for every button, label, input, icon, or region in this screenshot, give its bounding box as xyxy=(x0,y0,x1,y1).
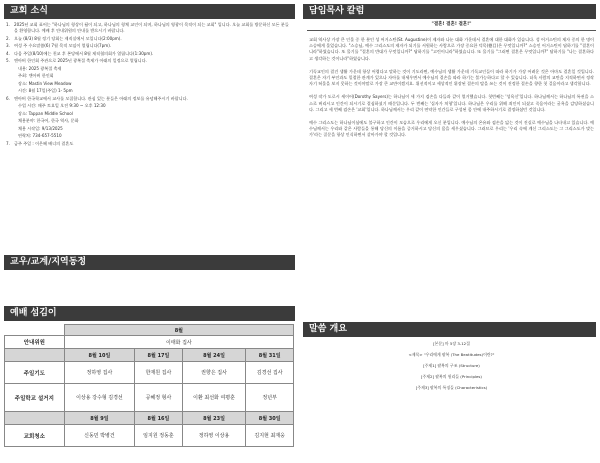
sermon-outline xyxy=(303,338,600,393)
date-cell: 8월 10일 xyxy=(64,349,134,362)
outline-line: [주제3] 팔복의 특징들 (Characteristics) xyxy=(415,385,488,390)
column-body xyxy=(309,37,594,146)
news-header: 교회 소식 xyxy=(4,4,295,19)
outline-line: [주제2] 팔복의 원리들 (Principles) xyxy=(421,374,482,379)
outline-line: <제목> "우리에게 팔복 (The Beatitudes)이란?" xyxy=(408,352,495,357)
event-line: 시간: 8월 17일(주일) 1- 5pm xyxy=(18,88,73,93)
offering-cell: 이상용 강수형 김경선 xyxy=(64,384,134,412)
date-cell: 8월 17일 xyxy=(135,349,183,362)
column-paragraph: 기독교인의 결건 생활 가운데 항상 어렵다고 말하는 것이 기도라면, 예수님의 생활 가운데 기독교인들이 따라 하기가 가장 어려운 것은 아마도 결혼일 것입니다. 결혼은 자기 부인과도 밀접한 관계가 있으나 자아를 내세우면서 예수님의 결손을 따라 하기는 불가능하다고 할 수 있습니다. 더욱 사람의 교만을 지적하면서 정작 자기 허물을 보지 못하는 것이야말로 가장 큰 교만이겠지요. 위선적이고 세상적인 위장된 결손의 탈을 쓰는 것이 진정한 결손을 향한 첫 걸음이라고 생각합니다. xyxy=(309,68,594,87)
news-item: 2. 오늘 (8/3) 8월 정기 당회는 제직실에서 모입니다(2:00pm). xyxy=(6,35,122,41)
outline-line: [본문] 마 5장 3-12절 xyxy=(433,341,470,346)
prayer-cell: 권향은 집사 xyxy=(182,362,246,384)
date-cell: 8월 30일 xyxy=(246,412,294,425)
offering-label: 주일학교 설거지 xyxy=(5,384,65,412)
cleaning-cell: 김지현 최재웅 xyxy=(246,425,294,447)
guide-value: 이태화 집사 xyxy=(64,336,293,349)
news-item: 1. 2025년 교회 표어는 "하나님의 형상이 됨이 되고, 하나님의 형체 교인이 되며, 하나님의 영광이 목적이 되는 교회" 입니다. 오늘 교회를 방문하신 모든 분들을 환영합니다. 예배 후 안내위원의 안내를 받으시기 바랍니다. xyxy=(6,22,289,33)
title-divider xyxy=(307,30,596,31)
empty-cell xyxy=(5,325,65,336)
news-item: 5. 앤아버 한인회 주관으로 2025년 광복절 축제가 아래의 일정으로 열립니다. xyxy=(6,58,147,63)
worship-schedule-table xyxy=(4,324,294,447)
worship-servers-header: 예배 섬김이 xyxy=(4,306,295,321)
school-line: 채용 시작일: 9/13/2025 xyxy=(18,125,63,131)
column-paragraph: 교회 역사상 가장 큰 인물 중 한 분인 성 어거스틴(St. Augustine)이 제자와 나눈 대화 가운데서 결혼에 대한 대화가 있습니다. 성 어거스틴의 제자 중의 한 명이 스승에게 물었습니다. "스승님, 예수 그리스도의 제자가 되기를 서원하는 사람으로 가장 중요한 덕목(德目)은 무엇입니까?" 스승인 어거스틴이 답하기를 "결혼이니라"하였습니다. 또 물기를 "결혼의 반대가 무엇입니까?" 답하기를 "고린이니라"하였습니다. 또 물기를 "그러면 결혼은 무엇입니까?" 답하기를 "나는 결혼하다고 생각하는 것이니라"하였습니다. xyxy=(309,37,594,61)
month-label: 8월 xyxy=(64,325,293,336)
news-item: 4. 다음 주일(8/10)에는 친교 후 본당에서 8월 제직협의회가 열립니다(1:30pm). xyxy=(6,50,154,56)
date-cell: 8월 24일 xyxy=(182,349,246,362)
school-line: 연락처: 734-657-5510 xyxy=(18,133,62,138)
event-line: 주최: 앤아버 한인회 xyxy=(18,73,54,78)
prayer-cell: 정하영 집사 xyxy=(64,362,134,384)
news-item: 3. 여성 주 수요말씀(6) 7월 목적 모임이 열립니다(7pm). xyxy=(6,43,112,48)
left-column xyxy=(0,0,299,463)
event-line: 내용: 2025 광복절 축제 xyxy=(18,65,62,71)
prayer-cell: 한재원 집사 xyxy=(135,362,183,384)
date-cell: 8월 31일 xyxy=(246,349,294,362)
event-line: 장소: Mastin View Meadow xyxy=(18,80,72,86)
cleaning-cell: 신동민 박병건 xyxy=(64,425,134,447)
news-item: 7. 금주 주일 : 이은혜 배너의 결혼도 xyxy=(6,140,74,146)
column-title: "결혼! 결혼! 결혼!" xyxy=(431,22,472,27)
empty-cell xyxy=(5,412,65,425)
guide-label: 안내위원 xyxy=(5,336,65,349)
prayer-cell: 김경선 집사 xyxy=(246,362,294,384)
prayer-label: 주일기도 xyxy=(5,362,65,384)
news-list xyxy=(6,22,291,148)
empty-cell xyxy=(5,349,65,362)
offering-cell: 정년부 xyxy=(246,384,294,412)
outline-line: [주제1] 팔복의 구조 (Structure) xyxy=(423,363,480,368)
right-column xyxy=(303,0,600,463)
cleaning-cell: 임지원 정동훈 xyxy=(135,425,183,447)
column-paragraph: 예수 그리스도는 하나님이심에도 불구하고 인간이 모습으로 우리에게 오신 분입니다. 예수님의 온유와 겸손을 닮는 것이 진실로 예수님을 나타내고 있습니다. 예수님께서는 우리와 같은 사람들을 통해 당신의 이름을 증거하시고 당신의 몸을 세우셨습니다. 그러므로 우리는 '우리 속에 계신 그리스도는 그 그리스도가 맞는가'라는 질문을 항상 인식하면서 살아가야 할 것입니다. xyxy=(309,120,594,138)
cleaning-cell: 정하영 이상용 xyxy=(182,425,246,447)
offering-cell: 공혜정 형사 xyxy=(135,384,183,412)
sermon-outline-header: 말씀 개요 xyxy=(303,322,596,337)
date-cell: 8월 9일 xyxy=(64,412,134,425)
column-paragraph: 여성 작가 도로시 세이어(Dorothy Sayers)는 하나님이 세 가지 겸손을 다들과 같이 열거했습니다. 첫번째는 '성육신'입니다. 하나님께서는 하나님의 특권을 스스로 버리시고 인간이 되시기로 결심하셨기 때문입니다. 두 번째는 '십자가 처형'입니다. 하나님은 우리를 위해 죄인이 되셨고 죽음이라는 굴욕을 감당하셨습니다. 그리고 세 번째 겸손은 '교회'입니다. 하나님께서는 우리 같이 연약한 인간들로 구성된 몸 안에 내주하시기로 결정하셨던 것입니다. xyxy=(309,94,594,112)
offering-cell: 이환 최선화 여평훈 xyxy=(182,384,246,412)
cleaning-label: 교회청소 xyxy=(5,425,65,447)
school-line: 채용분야: 한국어, 한국 역사, 문화 xyxy=(18,118,79,123)
pastor-column-header: 담임목사 칼럼 xyxy=(303,4,596,19)
school-line: 수업 시간: 매주 토요일 오전 9:30 ~ 오후 12:30 xyxy=(18,103,106,108)
school-line: 장소: Tappan Middle School xyxy=(18,110,73,116)
date-cell: 8월 23일 xyxy=(182,412,246,425)
news-item: 6. 앤아버 한국학교에서 교사를 모집합니다. 관심 있는 분들은 아래의 정보를 유념해주시기 바랍니다. xyxy=(6,95,188,101)
date-cell: 8월 16일 xyxy=(135,412,183,425)
community-header: 교우/교계/지역동정 xyxy=(4,255,295,270)
